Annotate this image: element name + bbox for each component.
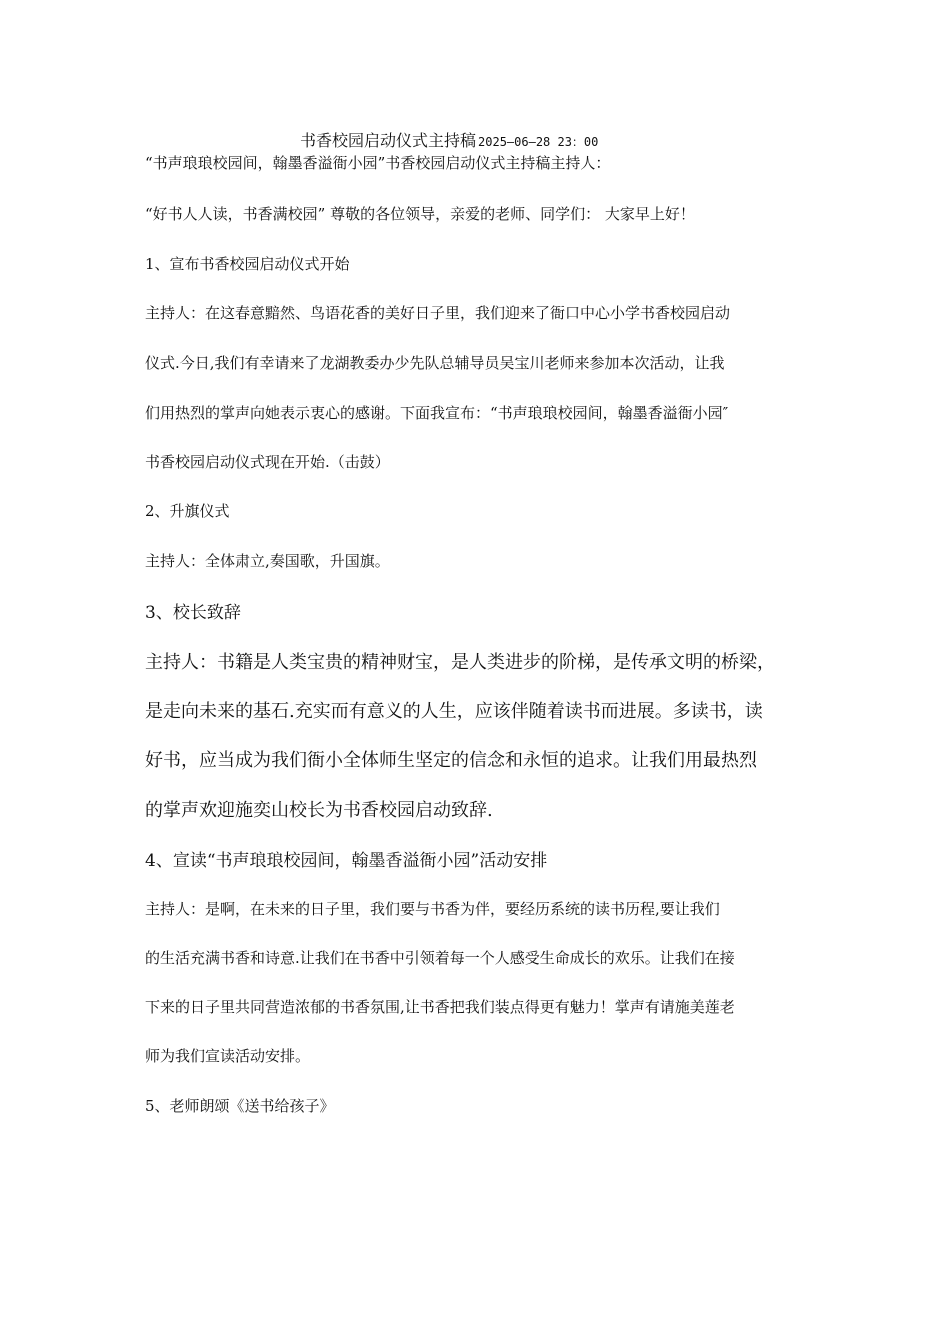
paragraph-line: 师为我们宣读活动安排。 [145,1047,311,1065]
intro-line: “书声琅琅校园间，翰墨香溢衙小园”书香校园启动仪式主持稿主持人： [145,154,611,172]
paragraph-line: 主持人：是啊，在未来的日子里，我们要与书香为伴，要经历系统的读书历程,要让我们 [145,900,720,918]
paragraph-line: 们用热烈的掌声向她表示衷心的感谢。下面我宣布：“书声琅琅校园间，翰墨香溢衙小园″ [145,404,729,422]
section-heading-2: 2、升旗仪式 [145,502,230,520]
section-heading-3: 3、校长致辞 [145,603,241,623]
greeting-line: “好书人人读，书香满校园” 尊敬的各位领导，亲爱的老师、同学们： 大家早上好！ [145,205,695,223]
section-heading-5: 5、老师朗颂《送书给孩子》 [145,1097,335,1115]
paragraph-line: 下来的日子里共同营造浓郁的书香氛围,让书香把我们装点得更有魅力！掌声有请施美莲老 [145,998,735,1016]
paragraph-line: 是走向未来的基石.充实而有意义的人生，应该伴随着读书而进展。多读书，读 [145,701,763,722]
paragraph-line: 书香校园启动仪式现在开始.（击鼓） [145,453,390,471]
section-heading-1: 1、宣布书香校园启动仪式开始 [145,255,350,273]
title-line [300,128,598,151]
paragraph-line: 仪式.今日,我们有幸请来了龙湖教委办少先队总辅导员吴宝川老师来参加本次活动，让我 [145,354,725,372]
section-heading-4: 4、宣读“书声琅琅校园间，翰墨香溢衙小园”活动安排 [145,851,548,871]
paragraph-line: 主持人：书籍是人类宝贵的精神财宝，是人类进步的阶梯，是传承文明的桥梁， [145,652,775,673]
paragraph-line: 好书，应当成为我们衙小全体师生坚定的信念和永恒的追求。让我们用最热烈 [145,750,757,771]
paragraph-line: 的掌声欢迎施奕山校长为书香校园启动致辞. [145,800,493,821]
paragraph-line: 主持人：在这春意黯然、鸟语花香的美好日子里，我们迎来了衙口中心小学书香校园启动 [145,304,731,322]
document-title: 书香校园启动仪式主持稿 [300,131,477,150]
paragraph-line: 的生活充满书香和诗意.让我们在书香中引领着每一个人感受生命成长的欢乐。让我们在接 [145,949,735,967]
document-date: 2025—06—28 23：00 [478,135,599,149]
paragraph-line: 主持人：全体肃立,奏国歌，升国旗。 [145,552,390,570]
